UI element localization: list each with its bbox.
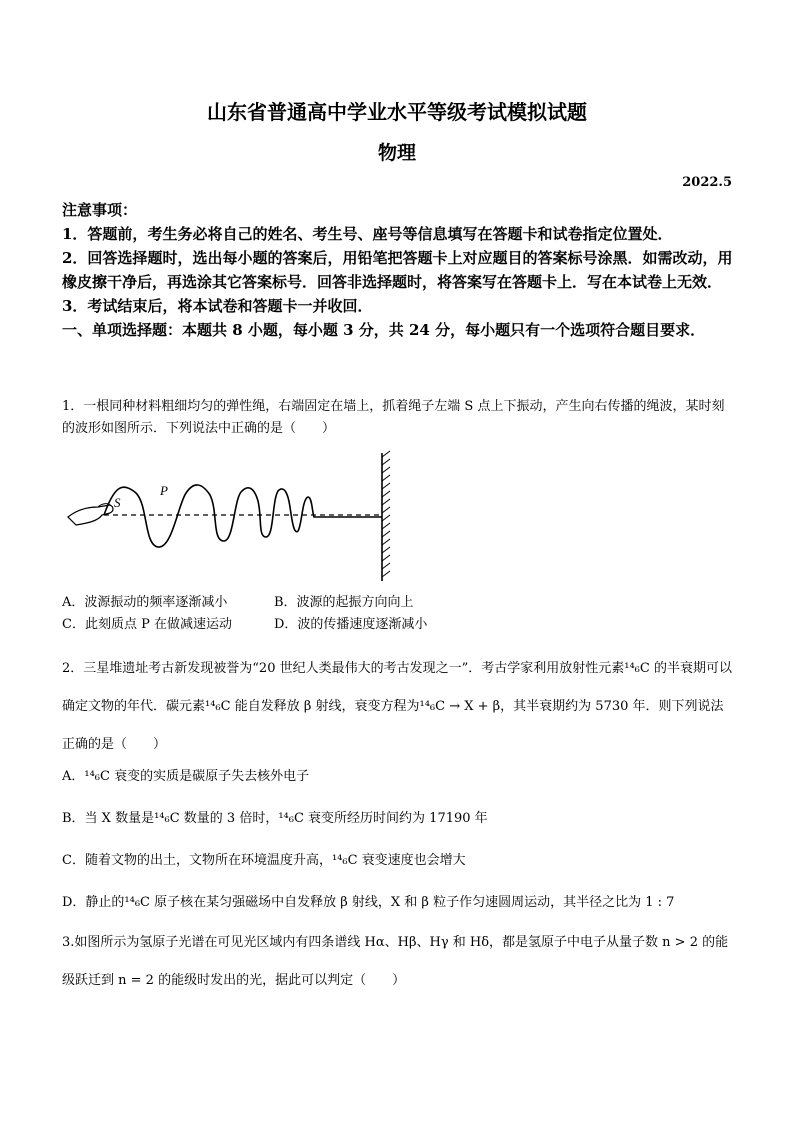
q2-option-c: C．随着文物的出土，文物所在环境温度升高，¹⁴₆C 衰变速度也会增大 — [62, 853, 466, 868]
section-heading: 一、单项选择题：本题共 8 小题，每小题 3 分，共 24 分，每小题只有一个选项符合题目要求． — [62, 321, 706, 339]
notes-section — [62, 198, 734, 342]
question-1-text: 1．一根同种材料粗细均匀的弹性绳，右端固定在墙上，抓着绳子左端 S 点上下振动，产生向右传播的绳波，某时刻的波形如图所示．下列说法中正确的是（ ） — [62, 399, 725, 436]
label-p: P — [160, 483, 168, 498]
question-2 — [62, 650, 734, 764]
q2-option-b: B．当 X 数量是¹⁴₆C 数量的 3 倍时，¹⁴₆C 衰变所经历时间约为 17190 年 — [62, 811, 488, 826]
label-s: S — [114, 495, 121, 510]
note-item-2: 2．回答选择题时，选出每小题的答案后，用铅笔把答题卡上对应题目的答案标号涂黑．如需改动，用橡皮擦干净后，再选涂其它答案标号．回答非选择题时，将答案写在答题卡上．写在本试卷上无效． — [62, 249, 733, 291]
question-1-options — [62, 592, 734, 636]
question-1-stem — [62, 396, 734, 440]
q1-option-c: C．此刻质点 P 在做减速运动 — [62, 617, 232, 632]
exam-title: 山东省普通高中学业水平等级考试模拟试题 — [207, 100, 587, 124]
q2-option-d: D．静止的¹⁴₆C 原子核在某匀强磁场中自发释放 β 射线，X 和 β 粒子作匀速圆周运动，其半径之比为 1 : 7 — [62, 895, 675, 910]
q2-option-a: A．¹⁴₆C 衰变的实质是碳原子失去核外电子 — [62, 769, 310, 784]
question-2-text: 2．三星堆遗址考古新发现被誉为“20 世纪人类最伟大的考古发现之一”．考古学家利用放射性元素¹⁴₆C 的半衰期可以确定文物的年代．碳元素¹⁴₆C 能自发释放 β 射线，衰变方程为¹⁴₆C → X + β，其半衰期约为 5730 年．则下列说法正确的是（ ） — [62, 661, 732, 752]
q1-option-a: A．波源振动的频率逐渐减小 — [62, 595, 228, 610]
question-2-options — [62, 756, 734, 924]
wave-curve — [104, 485, 382, 547]
note-item-3: 3．考试结束后，将本试卷和答题卡一并收回． — [62, 297, 373, 315]
q1-option-b: B．波源的起振方向向上 — [274, 595, 414, 610]
question-3 — [62, 924, 734, 1000]
notes-heading: 注意事项： — [62, 201, 138, 219]
question-3-text: 3.如图所示为氢原子光谱在可见光区域内有四条谱线 Hα、Hβ、Hγ 和 Hδ，都是氢原子中电子从量子数 n > 2 的能级跃迁到 n = 2 的能级时发出的光，据此可以判定（ ） — [62, 935, 729, 988]
rope-wave-figure — [62, 447, 462, 587]
q1-option-d: D．波的传播速度逐渐减小 — [274, 617, 428, 632]
exam-date: 2022.5 — [682, 175, 732, 190]
exam-subject: 物理 — [377, 142, 416, 164]
note-item-1: 1．答题前，考生务必将自己的姓名、考生号、座号等信息填写在答题卡和试卷指定位置处． — [62, 225, 673, 243]
